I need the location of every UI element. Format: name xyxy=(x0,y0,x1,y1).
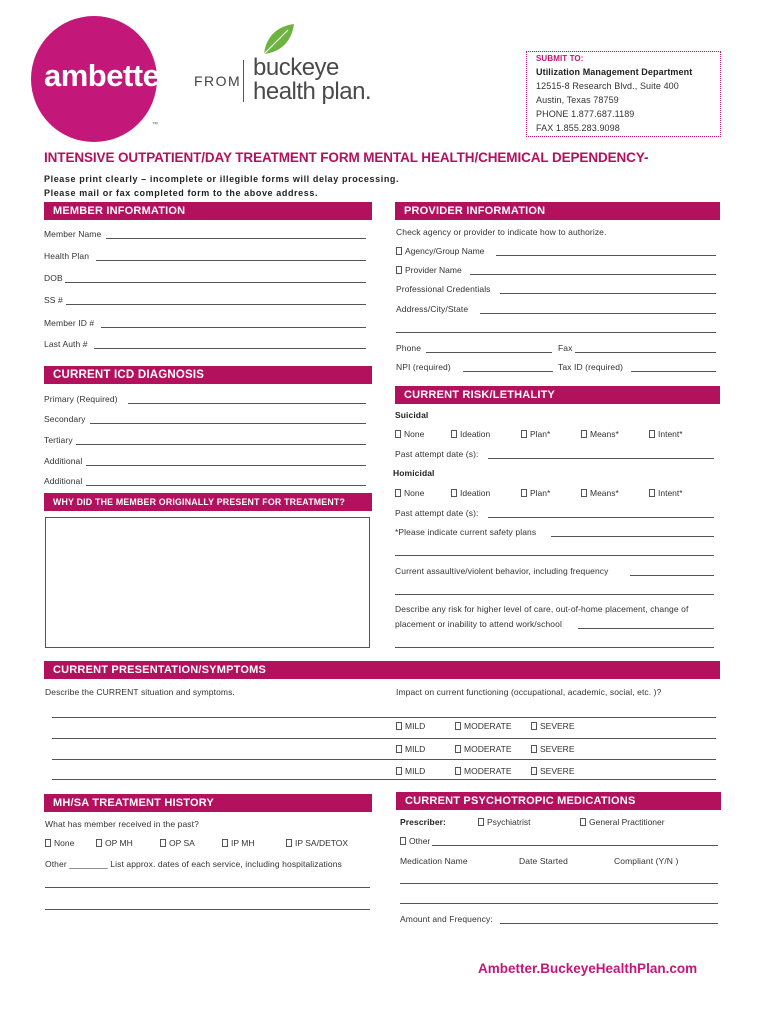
option-label: SEVERE xyxy=(540,766,575,776)
symptoms-line-3[interactable] xyxy=(52,759,716,760)
psychiatrist-checkbox[interactable] xyxy=(478,817,530,827)
history-ipmh-checkbox[interactable] xyxy=(222,838,254,848)
option-label: MODERATE xyxy=(464,766,512,776)
ss-label: SS # xyxy=(44,295,63,305)
taxid-field[interactable] xyxy=(631,371,716,372)
provider-info-header: PROVIDER INFORMATION xyxy=(395,202,720,220)
impact-label: Impact on current functioning (occupational, academic, social, etc. )? xyxy=(396,687,662,697)
option-label: None xyxy=(54,838,75,848)
safety-plan-field-2[interactable] xyxy=(395,555,714,556)
suicidal-intent-checkbox[interactable] xyxy=(649,429,683,439)
option-label: MILD xyxy=(405,721,426,731)
homicidal-ideation-checkbox[interactable] xyxy=(451,488,490,498)
suicidal-past-attempt-field[interactable] xyxy=(488,458,714,459)
option-label: Other xyxy=(409,836,431,846)
option-label: Ideation xyxy=(460,488,491,498)
impact-moderate-checkbox-3[interactable] xyxy=(455,766,514,776)
assaultive-field-2[interactable] xyxy=(395,594,714,595)
checkbox-icon[interactable] xyxy=(160,839,166,847)
leaf-icon xyxy=(260,22,296,56)
option-label: Means* xyxy=(590,429,619,439)
homicidal-label: Homicidal xyxy=(393,468,435,478)
checkbox-icon[interactable] xyxy=(396,247,402,255)
checkbox-icon[interactable] xyxy=(478,818,484,826)
dob-field[interactable] xyxy=(65,282,366,283)
last-auth-field[interactable] xyxy=(94,348,366,349)
checkbox-icon[interactable] xyxy=(45,839,51,847)
presentation-header: CURRENT PRESENTATION/SYMPTOMS xyxy=(44,661,720,679)
impact-severe-checkbox-3[interactable] xyxy=(531,766,577,776)
member-id-field[interactable] xyxy=(101,327,366,328)
checkbox-icon[interactable] xyxy=(400,837,406,845)
checkbox-icon[interactable] xyxy=(649,430,655,438)
impact-mild-checkbox-3[interactable] xyxy=(396,766,427,776)
checkbox-icon[interactable] xyxy=(396,767,402,775)
suicidal-none-checkbox[interactable] xyxy=(395,429,424,439)
checkbox-icon[interactable] xyxy=(451,489,457,497)
checkbox-icon[interactable] xyxy=(531,767,537,775)
checkbox-icon[interactable] xyxy=(455,722,461,730)
assaultive-label: Current assaultive/violent behavior, including frequency xyxy=(395,566,609,576)
provider-name-label: Provider Name xyxy=(405,265,462,275)
option-label: MILD xyxy=(405,744,426,754)
homicidal-means-checkbox[interactable] xyxy=(581,488,619,498)
option-label: None xyxy=(404,488,425,498)
amount-frequency-label: Amount and Frequency: xyxy=(400,914,493,924)
amount-frequency-field[interactable] xyxy=(500,923,718,924)
instruction-2: Please mail or fax completed form to the above address. xyxy=(44,188,319,198)
checkbox-icon[interactable] xyxy=(581,430,587,438)
buckeye-logo-line1: buckeye xyxy=(253,54,339,81)
submit-dept: Utilization Management Department xyxy=(536,67,693,77)
npi-label: NPI (required) xyxy=(396,362,451,372)
higher-care-field[interactable] xyxy=(578,628,714,629)
submit-fax: FAX 1.855.283.9098 xyxy=(536,123,620,133)
checkbox-icon[interactable] xyxy=(286,839,292,847)
from-label: FROM xyxy=(194,73,242,89)
icd-primary-label: Primary (Required) xyxy=(44,394,118,404)
address-field-2[interactable] xyxy=(396,332,716,333)
impact-mild-checkbox-2[interactable] xyxy=(396,744,427,754)
homicidal-past-attempt-field[interactable] xyxy=(488,517,714,518)
other-prescriber-field[interactable] xyxy=(432,845,718,846)
impact-moderate-checkbox-1[interactable] xyxy=(455,721,514,731)
icd-additional-label-2: Additional xyxy=(44,476,83,486)
address-field[interactable] xyxy=(480,313,716,314)
higher-care-label-2: placement or inability to attend work/school xyxy=(395,619,562,629)
other-prescriber-checkbox[interactable] xyxy=(400,836,430,846)
option-label: IP SA/DETOX xyxy=(295,838,349,848)
prescriber-label: Prescriber: xyxy=(400,817,446,827)
credentials-field[interactable] xyxy=(500,293,716,294)
option-label: SEVERE xyxy=(540,721,575,731)
buckeye-logo-line2: health plan. xyxy=(253,78,372,105)
health-plan-label: Health Plan xyxy=(44,251,90,261)
meds-header: CURRENT PSYCHOTROPIC MEDICATIONS xyxy=(396,792,721,810)
member-info-header: MEMBER INFORMATION xyxy=(44,202,372,220)
icd-tertiary-label: Tertiary xyxy=(44,435,73,445)
provider-hint: Check agency or provider to indicate how to authorize. xyxy=(396,227,607,237)
ss-field[interactable] xyxy=(66,304,366,305)
risk-header: CURRENT RISK/LETHALITY xyxy=(395,386,720,404)
last-auth-label: Last Auth # xyxy=(44,339,88,349)
checkbox-icon[interactable] xyxy=(581,489,587,497)
impact-severe-checkbox-2[interactable] xyxy=(531,744,577,754)
med-line-2[interactable] xyxy=(400,903,718,904)
med-date-col: Date Started xyxy=(519,856,568,866)
checkbox-icon[interactable] xyxy=(395,489,401,497)
option-label: General Practitioner xyxy=(589,817,665,827)
health-plan-field[interactable] xyxy=(96,260,366,261)
checkbox-icon[interactable] xyxy=(531,745,537,753)
option-label: IP MH xyxy=(231,838,255,848)
form-title: INTENSIVE OUTPATIENT/DAY TREATMENT FORM MENTAL HEALTH/CHEMICAL DEPENDENCY- xyxy=(44,150,649,165)
checkbox-icon[interactable] xyxy=(396,722,402,730)
checkbox-icon[interactable] xyxy=(396,745,402,753)
icd-additional-field-1[interactable] xyxy=(86,465,366,466)
icd-secondary-field[interactable] xyxy=(90,423,366,424)
icd-diagnosis-header: CURRENT ICD DIAGNOSIS xyxy=(44,366,372,384)
why-present-textbox[interactable] xyxy=(45,517,370,648)
agency-field[interactable] xyxy=(496,255,716,256)
history-ipsa-checkbox[interactable] xyxy=(286,838,348,848)
icd-additional-label-1: Additional xyxy=(44,456,83,466)
option-label: Plan* xyxy=(530,488,551,498)
suicidal-plan-checkbox[interactable] xyxy=(521,429,550,439)
checkbox-icon[interactable] xyxy=(395,430,401,438)
history-other-label: Other ________ List approx. dates of each service, including hospitalizations xyxy=(45,859,342,869)
checkbox-icon[interactable] xyxy=(396,266,402,274)
checkbox-icon[interactable] xyxy=(455,767,461,775)
member-name-field[interactable] xyxy=(106,238,366,239)
med-name-col: Medication Name xyxy=(400,856,468,866)
option-label: Intent* xyxy=(658,488,683,498)
icd-primary-field[interactable] xyxy=(128,403,366,404)
med-line-1[interactable] xyxy=(400,883,718,884)
fax-label: Fax xyxy=(558,343,573,353)
impact-severe-checkbox-1[interactable] xyxy=(531,721,577,731)
logo-divider xyxy=(243,60,244,102)
checkbox-icon[interactable] xyxy=(96,839,102,847)
footer-website-link[interactable]: Ambetter.BuckeyeHealthPlan.com xyxy=(478,961,698,976)
option-label: SEVERE xyxy=(540,744,575,754)
history-line-1[interactable] xyxy=(45,887,370,888)
checkbox-icon[interactable] xyxy=(521,489,527,497)
gp-checkbox[interactable] xyxy=(580,817,665,827)
history-line-2[interactable] xyxy=(45,909,370,910)
option-label: MODERATE xyxy=(464,721,512,731)
taxid-label: Tax ID (required) xyxy=(558,362,623,372)
submit-phone: PHONE 1.877.687.1189 xyxy=(536,109,635,119)
homicidal-plan-checkbox[interactable] xyxy=(521,488,550,498)
safety-plan-field[interactable] xyxy=(551,536,714,537)
symptoms-line-1[interactable] xyxy=(52,717,716,718)
option-label: None xyxy=(404,429,425,439)
homicidal-past-attempt-label: Past attempt date (s): xyxy=(395,508,479,518)
safety-plan-label: *Please indicate current safety plans xyxy=(395,527,537,537)
submit-addr2: Austin, Texas 78759 xyxy=(536,95,619,105)
history-none-checkbox[interactable] xyxy=(45,838,74,848)
homicidal-intent-checkbox[interactable] xyxy=(649,488,683,498)
checkbox-icon[interactable] xyxy=(222,839,228,847)
provider-checkbox[interactable] xyxy=(396,265,462,275)
option-label: OP SA xyxy=(169,838,195,848)
fax-field[interactable] xyxy=(575,352,716,353)
ambetter-logo-text: ambetter. xyxy=(44,58,178,93)
credentials-label: Professional Credentials xyxy=(396,284,491,294)
checkbox-icon[interactable] xyxy=(521,430,527,438)
submit-label: SUBMIT TO: xyxy=(536,54,584,63)
agency-checkbox[interactable] xyxy=(396,246,484,256)
option-label: Intent* xyxy=(658,429,683,439)
history-opmh-checkbox[interactable] xyxy=(96,838,133,848)
phone-label: Phone xyxy=(396,343,422,353)
dob-label: DOB xyxy=(44,273,63,283)
suicidal-label: Suicidal xyxy=(395,410,429,420)
impact-moderate-checkbox-2[interactable] xyxy=(455,744,514,754)
submit-addr1: 12515-8 Research Blvd., Suite 400 xyxy=(536,81,679,91)
checkbox-icon[interactable] xyxy=(451,430,457,438)
npi-field[interactable] xyxy=(463,371,553,372)
checkbox-icon[interactable] xyxy=(580,818,586,826)
suicidal-ideation-checkbox[interactable] xyxy=(451,429,490,439)
icd-tertiary-field[interactable] xyxy=(76,444,366,445)
address-label: Address/City/State xyxy=(396,304,469,314)
option-label: Ideation xyxy=(460,429,491,439)
assaultive-field[interactable] xyxy=(630,575,714,576)
phone-field[interactable] xyxy=(426,352,552,353)
trademark: ™ xyxy=(152,122,158,128)
member-name-label: Member Name xyxy=(44,229,102,239)
higher-care-field-2[interactable] xyxy=(395,647,714,648)
describe-label: Describe the CURRENT situation and symptoms. xyxy=(45,687,235,697)
checkbox-icon[interactable] xyxy=(649,489,655,497)
option-label: MODERATE xyxy=(464,744,512,754)
icd-additional-field-2[interactable] xyxy=(86,485,366,486)
history-opsa-checkbox[interactable] xyxy=(160,838,195,848)
impact-mild-checkbox-1[interactable] xyxy=(396,721,427,731)
provider-name-field[interactable] xyxy=(470,274,716,275)
history-question: What has member received in the past? xyxy=(45,819,199,829)
icd-secondary-label: Secondary xyxy=(44,414,86,424)
option-label: Means* xyxy=(590,488,619,498)
option-label: MILD xyxy=(405,766,426,776)
member-id-label: Member ID # xyxy=(44,318,95,328)
why-present-header: WHY DID THE MEMBER ORIGINALLY PRESENT FOR TREATMENT? xyxy=(44,493,372,511)
higher-care-label-1: Describe any risk for higher level of care, out-of-home placement, change of xyxy=(395,604,689,614)
option-label: Psychiatrist xyxy=(487,817,531,827)
instruction-1: Please print clearly – incomplete or illegible forms will delay processing. xyxy=(44,174,400,184)
med-compliant-col: Compliant (Y/N ) xyxy=(614,856,679,866)
suicidal-past-attempt-label: Past attempt date (s): xyxy=(395,449,479,459)
option-label: Plan* xyxy=(530,429,551,439)
checkbox-icon[interactable] xyxy=(531,722,537,730)
treatment-history-header: MH/SA TREATMENT HISTORY xyxy=(44,794,372,812)
homicidal-none-checkbox[interactable] xyxy=(395,488,424,498)
agency-label: Agency/Group Name xyxy=(405,246,485,256)
option-label: OP MH xyxy=(105,838,133,848)
checkbox-icon[interactable] xyxy=(455,745,461,753)
symptoms-line-2[interactable] xyxy=(52,738,716,739)
symptoms-line-4[interactable] xyxy=(52,779,716,780)
suicidal-means-checkbox[interactable] xyxy=(581,429,619,439)
